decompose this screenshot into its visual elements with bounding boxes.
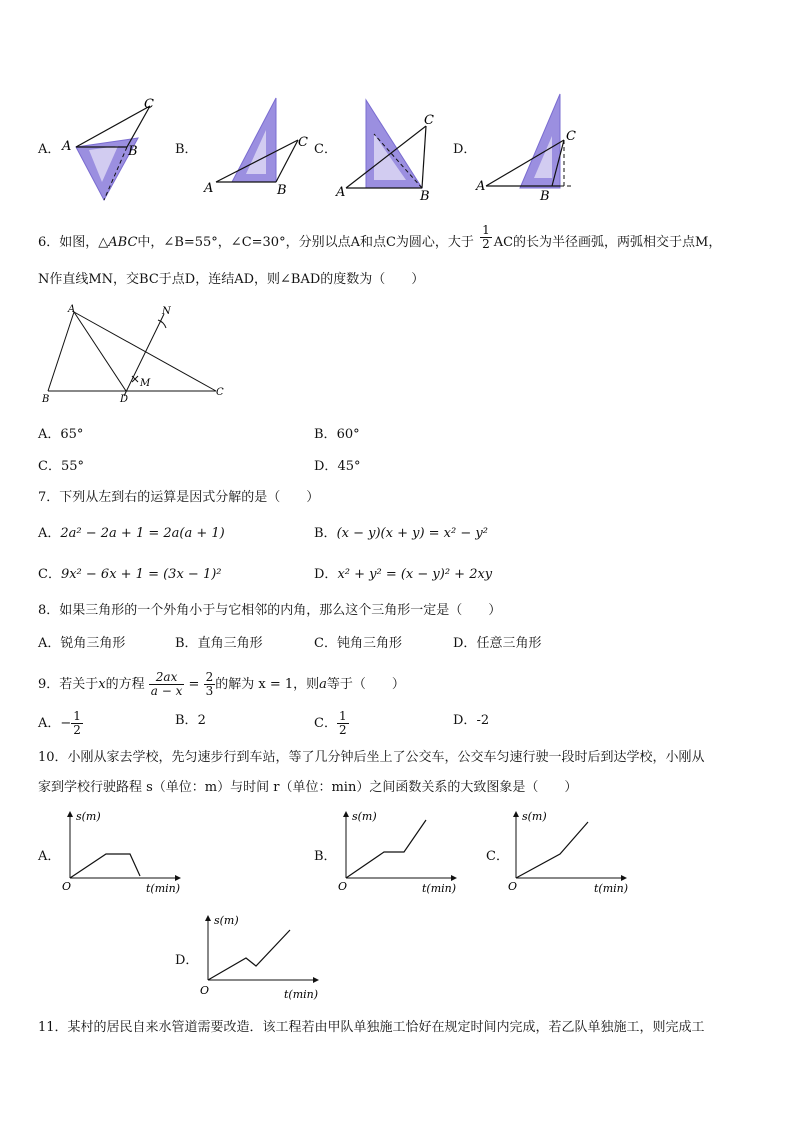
q10-graph-d — [198, 912, 328, 1004]
q6-post: AC的长为半径画弧，两弧相交于点M， — [493, 235, 722, 250]
q6-mid: 中，∠B=55°，∠C=30°，分别以点A和点C为圆心，大于 — [137, 235, 474, 250]
q5-option-d-label[interactable]: D． — [453, 142, 477, 157]
q6-label-b: B — [42, 394, 50, 405]
q10-graph-c — [506, 808, 636, 898]
q7-option-a[interactable]: A．2a² − 2a + 1 = 2a(a + 1) — [38, 526, 225, 541]
q5a-point-a: A — [62, 139, 72, 154]
q5-option-a-label[interactable]: A． — [38, 142, 61, 157]
q9-option-b[interactable]: B．2 — [175, 713, 206, 728]
q9-option-c[interactable]: C． $\frac{1}{2}$ — [314, 709, 347, 737]
svg-text:t(min): t(min) — [146, 882, 181, 895]
q6-fraction: $\frac{1}{2}$ — [482, 223, 490, 251]
q9-lhs-fraction: $\frac{2ax}{a - x}$ — [150, 670, 183, 698]
svg-text:O: O — [508, 880, 518, 893]
q5-figure-d — [472, 92, 592, 207]
svg-text:t(min): t(min) — [594, 882, 629, 895]
q6-option-c[interactable]: C．55° — [38, 459, 84, 474]
q9-option-a[interactable]: A．− $\frac{1}{2}$ — [38, 709, 81, 737]
svg-text:s(m): s(m) — [214, 914, 239, 927]
svg-text:s(m): s(m) — [76, 810, 101, 823]
q8-option-b[interactable]: B．直角三角形 — [175, 636, 263, 651]
svg-text:t(min): t(min) — [422, 882, 457, 895]
q10-graph-a — [60, 808, 190, 898]
svg-text:s(m): s(m) — [352, 810, 377, 823]
svg-text:t(min): t(min) — [284, 988, 319, 1001]
q5b-point-a: A — [204, 181, 214, 196]
q10-option-b-label[interactable]: B． — [314, 849, 337, 864]
q10-option-d-label[interactable]: D． — [175, 953, 199, 968]
q6-option-d[interactable]: D．45° — [314, 459, 361, 474]
q6-option-b[interactable]: B．60° — [314, 427, 360, 442]
q5-figure-a — [58, 94, 168, 204]
q5a-point-b: B — [128, 144, 138, 159]
q6-label-n: N — [162, 306, 171, 317]
q6-line1 — [38, 223, 722, 251]
q9-stem: 9．若关于x的方程 $\frac{2ax}{a - x}$ = $\frac{2}{3}$ 的解为 x = 1，则a等于（ ） — [38, 670, 405, 698]
q7-option-c[interactable]: C．9x² − 6x + 1 = (3x − 1)² — [38, 567, 222, 582]
q9-rhs-fraction: $\frac{2}{3}$ — [205, 670, 214, 698]
q5c-point-b: B — [420, 189, 430, 204]
q5-figure-c — [334, 94, 444, 204]
q6-figure — [36, 300, 236, 410]
q5d-point-c: C — [566, 129, 576, 144]
q5a-point-c: C — [144, 97, 154, 112]
q10-graph-b — [336, 808, 466, 898]
q8-option-c[interactable]: C．钝角三角形 — [314, 636, 402, 651]
q7-option-d[interactable]: D．x² + y² = (x − y)² + 2xy — [314, 567, 493, 582]
q5b-point-c: C — [298, 135, 308, 150]
q8-stem: 8．如果三角形的一个外角小于与它相邻的内角，那么这个三角形一定是（ ） — [38, 603, 502, 618]
q6-label-m: M — [140, 378, 151, 389]
q5-option-b-label[interactable]: B． — [175, 142, 198, 157]
q6-label-a: A — [68, 304, 76, 315]
q5c-point-c: C — [424, 113, 434, 128]
q5d-point-b: B — [540, 189, 550, 204]
svg-text:s(m): s(m) — [522, 810, 547, 823]
q6-option-a[interactable]: A．65° — [38, 427, 84, 442]
q5b-point-b: B — [277, 183, 287, 198]
q8-option-d[interactable]: D．任意三角形 — [453, 636, 542, 651]
q7-option-b[interactable]: B．(x − y)(x + y) = x² − y² — [314, 526, 488, 541]
svg-text:O: O — [62, 880, 72, 893]
q8-option-a[interactable]: A．锐角三角形 — [38, 636, 126, 651]
q6-label-d: D — [120, 394, 129, 405]
q5c-point-a: A — [336, 185, 346, 200]
q5d-point-a: A — [476, 179, 486, 194]
q10-line1: 10．小刚从家去学校，先匀速步行到车站，等了几分钟后坐上了公交车，公交车匀速行驶一段时后到达学校，小刚从 — [38, 750, 705, 765]
q5-figure-b — [200, 94, 320, 204]
q7-stem: 7．下列从左到右的运算是因式分解的是（ ） — [38, 490, 320, 505]
q6-line2: N作直线MN，交BC于点D，连结AD，则∠BAD的度数为（ ） — [38, 272, 425, 287]
q6-triangle: △ABC — [98, 235, 138, 250]
svg-text:O: O — [338, 880, 348, 893]
q10-line2: 家到学校行驶路程 s（单位：m）与时间 r（单位：min）之间函数关系的大致图象是（ ） — [38, 780, 578, 795]
q10-option-c-label[interactable]: C． — [486, 849, 509, 864]
q11-line1: 11．某村的居民自来水管道需要改造．该工程若由甲队单独施工恰好在规定时间内完成，若乙队单独施工，则完成工 — [38, 1020, 705, 1035]
q5-option-c-label[interactable]: C． — [314, 142, 337, 157]
svg-text:O: O — [200, 984, 210, 997]
q10-option-a-label[interactable]: A． — [38, 849, 61, 864]
q9-option-d[interactable]: D．-2 — [453, 713, 490, 728]
q6-label-c: C — [216, 387, 224, 398]
q6-pre: 6．如图， — [38, 235, 99, 250]
